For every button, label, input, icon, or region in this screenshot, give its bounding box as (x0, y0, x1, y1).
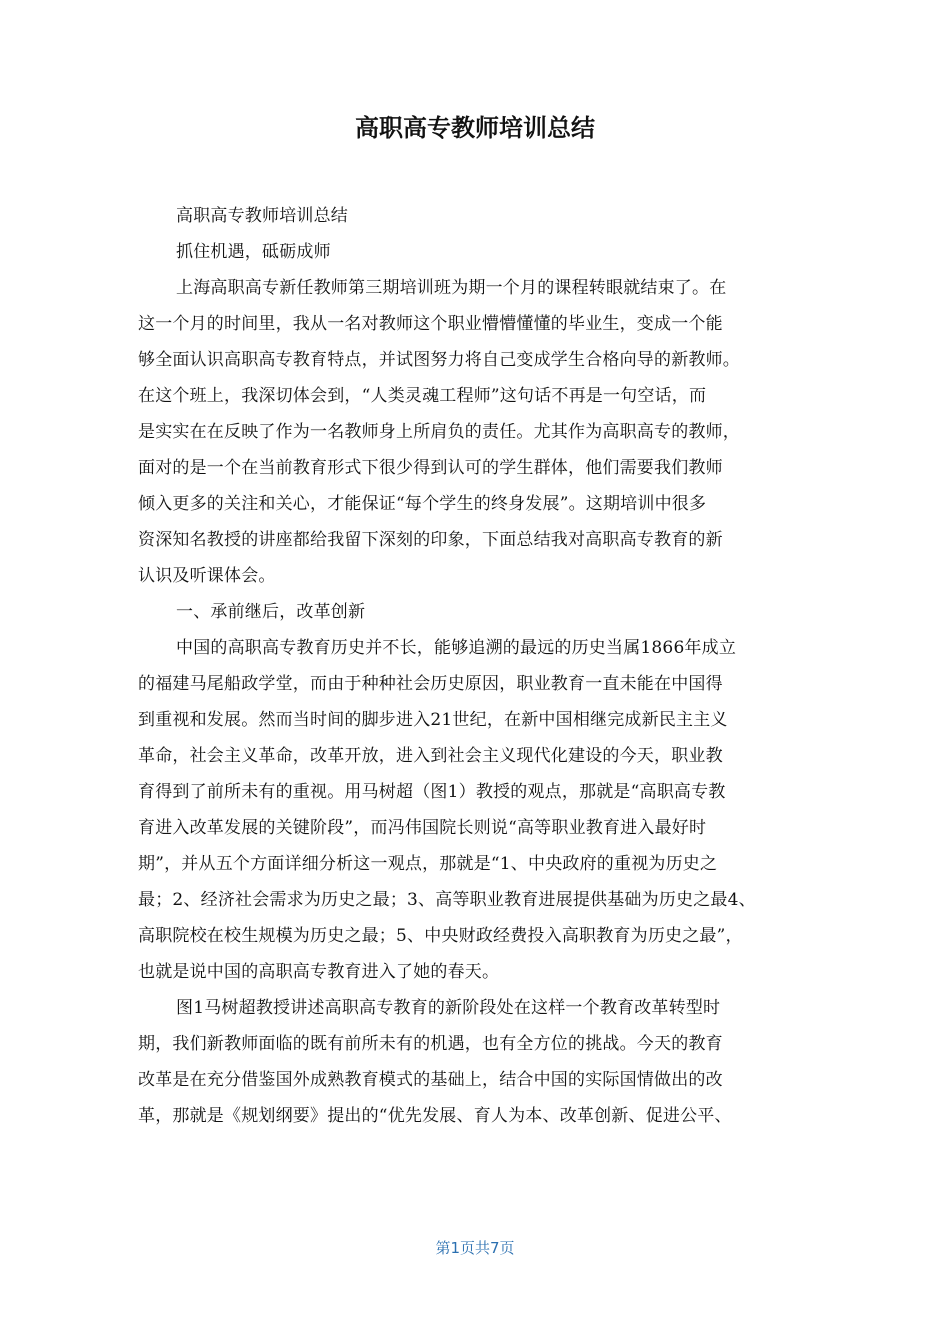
text-line: 到重视和发展。然而当时间的脚步进入21世纪，在新中国相继完成新民主主义 (138, 710, 728, 730)
text-line: 倾入更多的关注和关心，才能保证“每个学生的终身发展”。这期培训中很多 (138, 494, 707, 514)
text-line: 改革是在充分借鉴国外成熟教育模式的基础上，结合中国的实际国情做出的改 (138, 1070, 723, 1090)
paragraph (138, 198, 818, 234)
page-footer: 第1页共7页 (435, 1239, 515, 1257)
text-line: 育得到了前所未有的重视。用马树超（图1）教授的观点，那就是“高职高专教 (138, 782, 726, 802)
paragraph (138, 990, 818, 1134)
text-line: 抓住机遇，砥砺成师 (176, 242, 331, 262)
text-line: 期”，并从五个方面详细分析这一观点，那就是“1、中央政府的重视为历史之 (138, 854, 718, 874)
text-line: 面对的是一个在当前教育形式下很少得到认可的学生群体，他们需要我们教师 (138, 458, 723, 478)
text-line: 最；2、经济社会需求为历史之最；3、高等职业教育进展提供基础为历史之最4、 (138, 890, 756, 910)
text-line: 高职院校在校生规模为历史之最；5、中央财政经费投入高职教育为历史之最”， (138, 926, 743, 946)
paragraph (138, 234, 818, 270)
text-line: 资深知名教授的讲座都给我留下深刻的印象，下面总结我对高职高专教育的新 (138, 530, 723, 550)
paragraph (138, 594, 818, 630)
text-line: 的福建马尾船政学堂，而由于种种社会历史原因，职业教育一直未能在中国得 (138, 674, 723, 694)
text-line: 中国的高职高专教育历史并不长，能够追溯的最远的历史当属1866年成立 (176, 638, 737, 658)
text-line: 革，那就是《规划纲要》提出的“优先发展、育人为本、改革创新、促进公平、 (138, 1106, 732, 1126)
text-line: 图1马树超教授讲述高职高专教育的新阶段处在这样一个教育改革转型时 (176, 998, 721, 1018)
document-title: 高职高专教师培训总结 (355, 114, 595, 142)
text-line: 革命，社会主义革命，改革开放，进入到社会主义现代化建设的今天，职业教 (138, 746, 723, 766)
text-line: 高职高专教师培训总结 (176, 206, 348, 226)
text-line: 认识及听课体会。 (138, 566, 276, 586)
document-body (138, 198, 818, 1134)
paragraph (138, 270, 818, 594)
text-line: 一、承前继后，改革创新 (176, 602, 366, 622)
text-line: 也就是说中国的高职高专教育进入了她的春天。 (138, 962, 500, 982)
text-line: 在这个班上，我深切体会到，“人类灵魂工程师”这句话不再是一句空话，而 (138, 386, 707, 406)
text-line: 育进入改革发展的关键阶段”，而冯伟国院长则说“高等职业教育进入最好时 (138, 818, 707, 838)
text-line: 上海高职高专新任教师第三期培训班为期一个月的课程转眼就结束了。在 (176, 278, 727, 298)
text-line: 期，我们新教师面临的既有前所未有的机遇，也有全方位的挑战。今天的教育 (138, 1034, 723, 1054)
text-line: 够全面认识高职高专教育特点，并试图努力将自己变成学生合格向导的新教师。 (138, 350, 740, 370)
paragraph (138, 630, 818, 990)
text-line: 是实实在在反映了作为一名教师身上所肩负的责任。尤其作为高职高专的教师， (138, 422, 740, 442)
text-line: 这一个月的时间里，我从一名对教师这个职业懵懵懂懂的毕业生，变成一个能 (138, 314, 723, 334)
